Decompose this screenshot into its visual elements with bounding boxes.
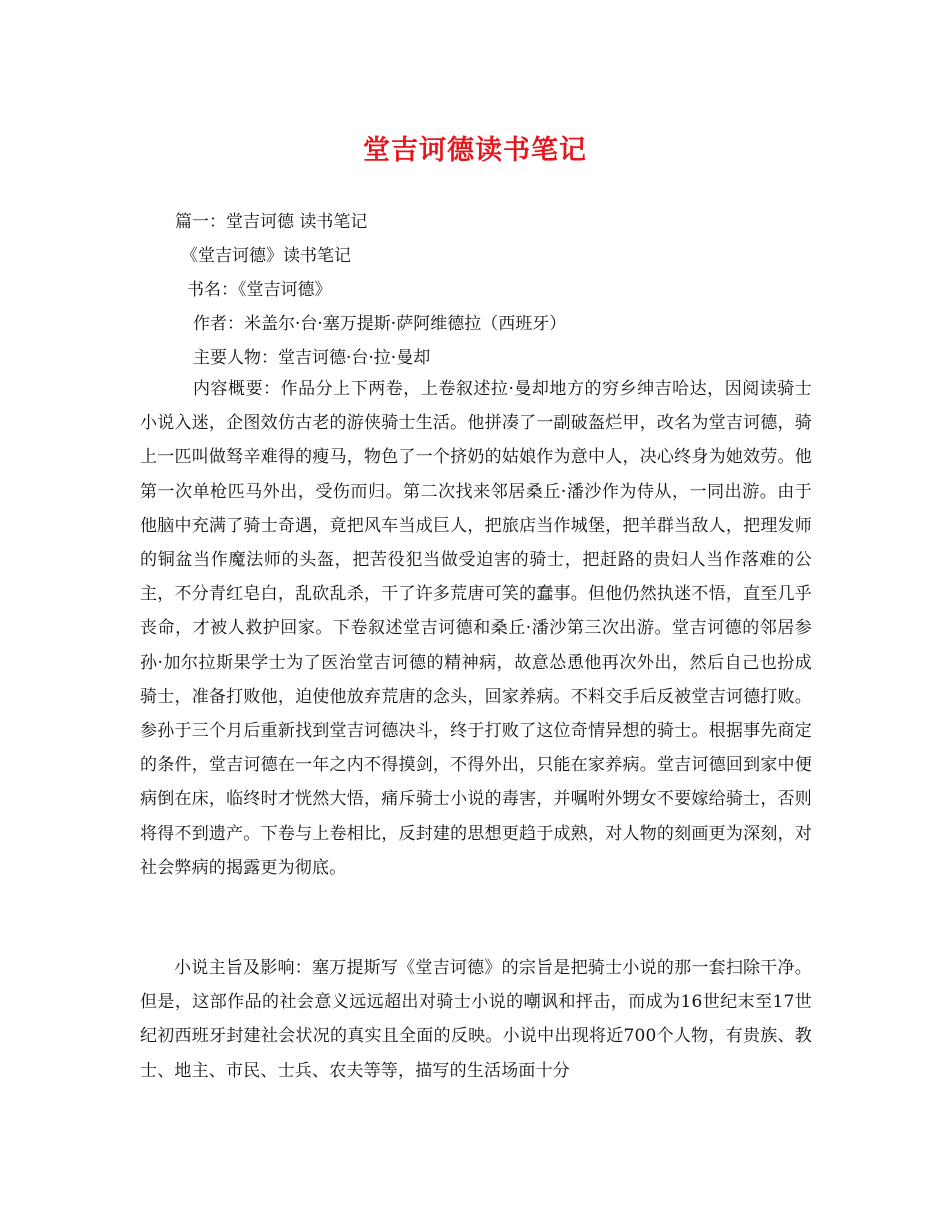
theme-paragraph: 小说主旨及影响：塞万提斯写《堂吉诃德》的宗旨是把骑士小说的那一套扫除干净。但是，这部作品的社会意义远远超出对骑士小说的嘲讽和抨击，而成为16世纪末至17世纪初西班牙封建社会状况的真实且全面的反映。小说中出现将近700个人物，有贵族、教士、地主、市民、士兵、农夫等等，描写的生活场面十分 [140, 958, 812, 1081]
notes-heading: 《堂吉诃德》读书笔记 [181, 246, 351, 266]
main-character-line: 主要人物：堂吉诃德·台·拉·曼却 [193, 348, 431, 368]
document-title: 堂吉诃德读书笔记 [363, 135, 587, 166]
book-name-line: 书名：《堂吉诃德》 [187, 280, 332, 300]
author-line: 作者：米盖尔·台·塞万提斯·萨阿维德拉（西班牙） [193, 314, 567, 334]
section-heading: 篇一：堂吉诃德 读书笔记 [175, 212, 368, 232]
summary-paragraph: 内容概要：作品分上下两卷，上卷叙述拉·曼却地方的穷乡绅吉哈达，因阅读骑士小说入迷，企图效仿古老的游侠骑士生活。他拼凑了一副破盔烂甲，改名为堂吉诃德，骑上一匹叫做驽辛难得的瘦马，物色了一个挤奶的姑娘作为意中人，决心终身为她效劳。他第一次单枪匹马外出，受伤而归。第二次找来邻居桑丘·潘沙作为侍从，一同出游。由于他脑中充满了骑士奇遇，竟把风车当成巨人，把旅店当作城堡，把羊群当敌人，把理发师的铜盆当作魔法师的头盔，把苦役犯当做受迫害的骑士，把赶路的贵妇人当作落难的公主，不分青红皂白，乱砍乱杀，干了许多荒唐可笑的蠢事。但他仍然执迷不悟，直至几乎丧命，才被人救护回家。下卷叙述堂吉诃德和桑丘·潘沙第三次出游。堂吉诃德的邻居参孙·加尔拉斯果学士为了医治堂吉诃德的精神病，故意怂恿他再次外出，然后自己也扮成骑士，准备打败他，迫使他放弃荒唐的念头，回家养病。不料交手后反被堂吉诃德打败。参孙于三个月后重新找到堂吉诃德决斗，终于打败了这位奇情异想的骑士。根据事先商定的条件，堂吉诃德在一年之内不得摸剑，不得外出，只能在家养病。堂吉诃德回到家中便病倒在床，临终时才恍然大悟，痛斥骑士小说的毒害，并嘱咐外甥女不要嫁给骑士，否则将得不到遗产。下卷与上卷相比，反封建的思想更趋于成熟，对人物的刻画更为深刻，对社会弊病的揭露更为彻底。 [140, 379, 812, 878]
